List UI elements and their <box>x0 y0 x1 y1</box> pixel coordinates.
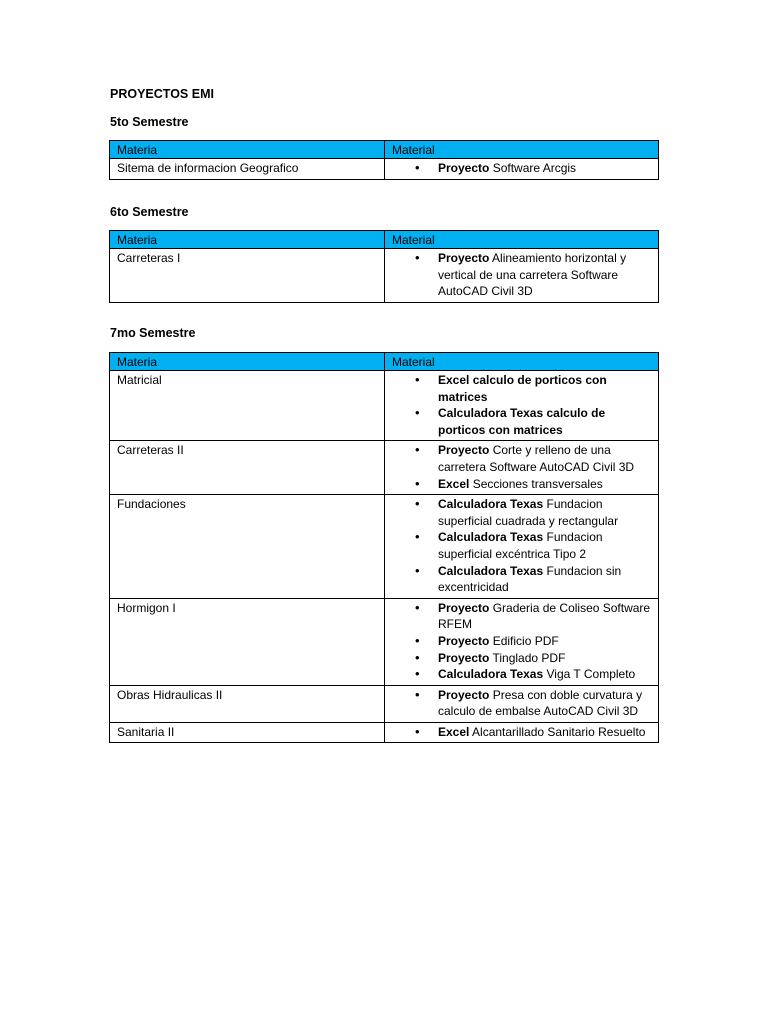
section-heading-7mo: 7mo Semestre <box>110 326 196 340</box>
header-material: Material <box>385 231 659 249</box>
header-materia: Materia <box>110 231 385 249</box>
list-item: • Excel Alcantarillado Sanitario Resuelto <box>392 724 651 741</box>
table-row <box>110 495 659 599</box>
table-5to-semestre <box>109 140 659 180</box>
table-row <box>110 598 659 685</box>
table-header-row <box>110 231 659 249</box>
table-row <box>110 249 659 303</box>
materia-cell: Matricial <box>110 371 385 441</box>
table-7mo-semestre <box>109 352 659 743</box>
materia-cell: Obras Hidraulicas II <box>110 685 385 722</box>
table-row <box>110 685 659 722</box>
material-cell <box>385 495 659 599</box>
table-row <box>110 371 659 441</box>
list-item: • Proyecto Presa con doble curvatura y calculo de embalse AutoCAD Civil 3D <box>392 687 651 720</box>
section-heading-5to: 5to Semestre <box>110 115 189 129</box>
header-materia: Materia <box>110 141 385 159</box>
table-row <box>110 722 659 743</box>
table-6to-semestre <box>109 230 659 303</box>
header-material: Material <box>385 353 659 371</box>
materia-cell: Carreteras I <box>110 249 385 303</box>
material-cell <box>385 685 659 722</box>
material-cell <box>385 441 659 495</box>
section-heading-6to: 6to Semestre <box>110 205 189 219</box>
material-cell <box>385 371 659 441</box>
list-item: • Proyecto Software Arcgis <box>392 160 651 177</box>
header-material: Material <box>385 141 659 159</box>
list-item: • Proyecto Graderia de Coliseo Software RFEM <box>392 600 651 633</box>
material-cell <box>385 249 659 303</box>
material-cell <box>385 159 659 180</box>
list-item: • Excel Secciones transversales <box>392 476 651 493</box>
table-header-row <box>110 353 659 371</box>
materia-cell: Hormigon I <box>110 598 385 685</box>
list-item: • Calculadora Texas Fundacion superficial excéntrica Tipo 2 <box>392 529 651 562</box>
list-item: • Calculadora Texas Fundacion superficial cuadrada y rectangular <box>392 496 651 529</box>
list-item: • Calculadora Texas Viga T Completo <box>392 666 651 683</box>
header-materia: Materia <box>110 353 385 371</box>
list-item: • Calculadora Texas calculo de porticos con matrices <box>392 405 651 438</box>
document-title: PROYECTOS EMI <box>110 87 214 101</box>
materia-cell: Fundaciones <box>110 495 385 599</box>
list-item: • Calculadora Texas Fundacion sin excentricidad <box>392 563 651 596</box>
list-item: • Proyecto Alineamiento horizontal y vertical de una carretera Software AutoCAD Civil 3D <box>392 250 651 300</box>
table-header-row <box>110 141 659 159</box>
list-item: • Excel calculo de porticos con matrices <box>392 372 651 405</box>
materia-cell: Sanitaria II <box>110 722 385 743</box>
materia-cell: Carreteras II <box>110 441 385 495</box>
list-item: • Proyecto Tinglado PDF <box>392 650 651 667</box>
table-row <box>110 441 659 495</box>
material-cell <box>385 598 659 685</box>
material-cell <box>385 722 659 743</box>
list-item: • Proyecto Corte y relleno de una carretera Software AutoCAD Civil 3D <box>392 442 651 475</box>
materia-cell: Sitema de informacion Geografico <box>110 159 385 180</box>
list-item: • Proyecto Edificio PDF <box>392 633 651 650</box>
table-row <box>110 159 659 180</box>
